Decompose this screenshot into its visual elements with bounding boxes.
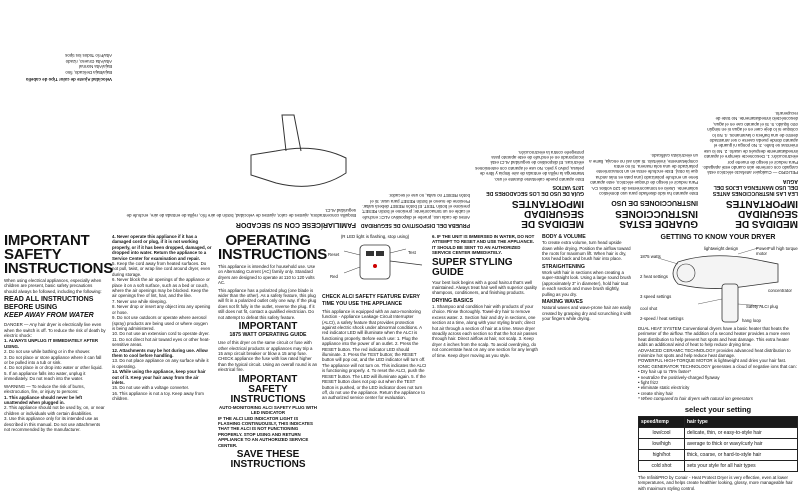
table-cell: sets your style for all hair types: [684, 460, 797, 471]
table-header: hair type: [684, 416, 797, 427]
body-text: To create extra volume, turn head upside down while drying. Position the airflow toward the roots for maximum lift. When hair is dry, toss head back and brush hair into place.: [542, 240, 631, 262]
warning-item: 5. Keep the cord away from heated surfaces. Do not pull, twist, or wrap line cord around dryer, even during storage.: [112, 261, 211, 277]
feature-text: DUAL HEAT SYSTEM Conventional dryers have a basic heater that heats the perimeter of the airflow. The addition of a second heater provides a more even heat distribution to help prevent hot spots and heat damage. This extra heater adds an additional wind of heat to help reduce drying time.: [638, 326, 790, 348]
important-heading: IMPORTANT: [238, 321, 298, 333]
operating-column: [218, 232, 327, 470]
callout: 2 heat settings: [640, 274, 668, 279]
straight-text: Work with hair in sections when creating a super-straight look. Using a large round brush (approximately 3" in diameter), hold hair taut in each section and move brush slightly, pulling as you dry.: [542, 270, 632, 297]
feature-footnote: * When compared to hair dryers with natural ion generators: [638, 396, 753, 402]
table-cell: delicate, thin, or easy-to-style hair: [684, 427, 797, 438]
danger-text: DANGER — Any hair dryer is electrically live even when the switch is off. To reduce the risk of death by electric shock:: [4, 322, 106, 339]
es-dryer-illustration: [236, 113, 356, 203]
es-col3-sub: GUÍA DE USO DE LOS SECADORES DE 1875 VATIOS: [486, 183, 584, 196]
es-col1-text: PELIGRO — Cualquier artefacto eléctrico está cargado con corriente aún cuando esté apagado. Para reducir el riesgo de muerte por electrocución: 1. Desconecte siempre el aparato inmediatamente después de usarlo. 2. No lo use mientras se bañe. 3. No ponga ni guarde el aparato donde pueda caerse o ser arrastrado dentro de una bañera o lavamanos. 4. No lo coloque ni lo deje caer en el agua ni en ningún otro líquido. 5. Si el aparato cae en el agua, desconéctelo inmediatamente. No trate de recuperarlo.: [702, 110, 798, 176]
warning-item: 10. Do not use an extension cord to operate dryer.: [112, 331, 210, 337]
warning-item: 2. This appliance should not be used by, on, or near children or individuals with certain disabilities.: [4, 405, 105, 416]
save-title: SAVE THESE INSTRUCTIONS: [230, 448, 306, 470]
table-cell: low/cool: [639, 427, 685, 438]
table-cell: cold shot: [639, 460, 685, 471]
check-text: This appliance is equipped with an auto-monitoring function - Appliance Leakage Circuit Interrupter (ALCI), a safety feature that provides protection against electric shock under abnormal conditions. A red indicator LED will illuminate when the ALCI is functioning properly. Before each use: 1. Plug the appliance into the power of an outlet. 2. Press the RESET button. The red indicator LED should illuminate. 3. Press the TEST button; the RESET button will pop out, and the LED indicator will turn off. The appliance will not turn on. This indicates the ALCI is functioning properly. 4. To reset the ALCI, push the RESET button. The LED will illuminate again. 5. If the RESET button does not pop out when the TEST button is pushed, or the LED indicator does not turn off, do not use the appliance. Return the appliance to an authorized service center for evaluation.: [322, 308, 427, 401]
red-label: Red: [330, 274, 338, 280]
reset-label: Reset: [328, 252, 340, 258]
alci-plug-illustration: [322, 239, 428, 289]
warning-item: 4. Never operate this appliance if it has a damaged cord or plug, if it is not working properly, or if it has been dropped, damaged, or dropped into water. Return the appliance to a Service Center for examination and repair.: [112, 234, 212, 261]
callout: 3 speed settings: [640, 294, 672, 299]
watt-title: 1875 WATT OPERATING GUIDE: [229, 332, 307, 339]
es-col4: [360, 193, 470, 228]
warning-item: 12. Attachments may be hot during use. Allow them to cool before handling.: [112, 347, 208, 358]
table-row: [639, 438, 798, 449]
callout: hang loop: [742, 318, 761, 323]
callout: Safety ALCI plug: [746, 304, 779, 309]
safety-item: 2. Do not use while bathing or in the shower.: [4, 349, 91, 355]
isi-title: IMPORTANT SAFETY INSTRUCTIONS: [230, 373, 306, 405]
warning-item: 8. Never drop or insert any object into any opening or hose.: [112, 304, 211, 315]
test-label: Test: [408, 250, 416, 256]
footer-text: The InfinitiPRO by Conair - Heat Protect Dryer is very effective, even at lower temperatures, and helps create healthier looking, glossy, more manageable hair with maximum styling control.: [638, 474, 793, 491]
dryer-illustration: [638, 244, 798, 326]
safety-intro: When using electrical appliances, especially when children are present, basic safety precautions should always be followed, including the following:: [4, 278, 102, 294]
operating-title: OPERATING INSTRUCTIONS: [218, 232, 327, 263]
es-col4-text: Antes de cada uso, pruebe el dispositivo ALCI: enchufe el cable en un tomacorriente; presione el botón RESET; presione el botón TEST. El botón RESET deberá saltar. Presione de nuevo el botón RESET para usar. Si el botón RESET no salta, no use el secador.: [361, 193, 470, 220]
super-title: SUPER STYLING GUIDE: [432, 256, 513, 278]
es-col1-title: MEDIDAS DE SEGURIDAD IMPORTANTES: [725, 198, 798, 229]
safety-item: 3. Do not place or store appliance where it can fall or be pulled into a tub or sink.: [4, 354, 102, 366]
english-section: [0, 232, 802, 491]
styling-column: [432, 234, 538, 358]
settings-table-title: select your setting: [684, 404, 752, 414]
feature-bullet: • eliminate static electricity: [638, 385, 690, 391]
warning-item: 14. While using the appliance, keep your hair out of it. Keep your hair away from the air inlets.: [112, 369, 206, 385]
super-text: Your best look begins with a good haircut that's well maintained. Always treat hair well with superior quality shampoos, conditioners, and finishing products.: [432, 279, 537, 296]
spanish-section: [0, 0, 802, 232]
table-row: [639, 460, 798, 471]
dryer-diagram: [638, 244, 798, 326]
feature-bullet: • Dry hair up to 75% faster*: [638, 369, 692, 375]
es-table-header: Velocidad Ajuste de calor Tipo de cabello: [25, 77, 112, 82]
drying-text: 1. Shampoo and condition hair with products of your choice. Rinse thoroughly. Towel-dry hair to remove excess water. 2. Section hair and dry in sections, one section at a time, along with your styling brush; direct hot air through a section of hair at a time. Move dryer steadily across each section so that the hot air passes through hair. Direct airflow at hair, not scalp. 3. Keep dryer 4 inches from the scalp. To avoid overdrying, do not concentrate heat on any one section for any length of time. Keep dryer moving as you style.: [432, 304, 538, 358]
feature-bullet: • neutralize the positively-charged flyaway: [638, 374, 720, 380]
feature-bullet: • fight frizz: [638, 380, 659, 386]
es-col1-sub: LEA LAS INSTRUCCIONES ANTES DEL USO MANTENGA LEJOS DEL AGUA: [712, 177, 798, 196]
warning-item: 13. Do not place appliance on any surface while it is operating.: [112, 358, 209, 369]
callout: 2-speed / heat settings: [640, 316, 684, 321]
safety-item: 5. If an appliance falls into water, unplug it immediately. Do not reach into the water.: [4, 370, 86, 382]
es-table: [7, 53, 112, 82]
es-col1: [702, 111, 798, 228]
warning-item: 11. Do not direct hot air toward eyes or other heat-sensitive areas.: [112, 336, 210, 348]
table-cell: average to thick or wavy/curly hair: [684, 438, 797, 449]
warning-text: WARNING — To reduce the risk of burns, electrocution, fire, or injury to persons:: [4, 383, 85, 395]
es-col2-sub: INSTRUCCIONES DE USO: [611, 199, 698, 206]
es-table-row: Baja/Alta Normal: [79, 64, 112, 70]
immersed-text: 6. IF THE UNIT IS IMMERSED IN WATER, DO NOT ATTEMPT TO RESET AND USE THE APPLIANCE. IT SHOULD BE SENT TO AN AUTHORIZED SERVICE CENTER IMMEDIATELY.: [432, 234, 535, 256]
safety-title: IMPORTANT SAFETY INSTRUCTIONS: [4, 232, 113, 277]
dryer-column: [638, 234, 798, 491]
warning-item: 1. This appliance should never be left unattended when plugged in.: [4, 394, 83, 405]
feature-text: IONIC GENERATOR TECHNOLOGY generates a cloud of negative ions that can:: [638, 363, 797, 369]
isi-text: IF THE ALCI LED INDICATOR LIGHT IS FLASHING CONTINUOUSLY, THIS INDICATES THAT THE ALCI IS NOT FUNCTIONING PROPERLY. STOP USING AND RETURN APPLIANCE TO AN AUTHORIZED SERVICE CENTER.: [218, 415, 313, 448]
settings-table: [638, 416, 798, 472]
fig-caption: (R LED light is flashing, stop using): [340, 234, 410, 239]
read-title: READ ALL INSTRUCTIONS BEFORE USING: [4, 296, 94, 312]
table-header: speed/temp: [639, 416, 685, 427]
feature-text: POWERFUL HIGH-TORQUE MOTOR is lightweight and dries your hair fast.: [638, 358, 787, 364]
es-col2-text: Este aparato ha sido diseñado para uso doméstico solamente. Úselo en tomacorrientes de 120 voltios CA. Para reducir el riesgo de choque eléctrico, este aparato tiene un enchufe polarizado (una pata es más ancha que la otra). Este enchufe entra en un tomacorriente polarizado de una sola manera. Si no entra completamente, inviértalo. Si aún así no encaja, llame a un electricista calificado.: [589, 153, 698, 196]
es-col2-title: GUARDE ESTAS INSTRUCCIONES: [615, 208, 698, 229]
safety-item: 1. ALWAYS UNPLUG IT IMMEDIATELY AFTER USING.: [4, 338, 99, 349]
callout: cool shot: [640, 306, 658, 311]
table-cell: high/hot: [639, 449, 685, 460]
es-col4-title: PRUEBA DEL DISPOSITIVO DE SEGURIDAD: [360, 222, 470, 228]
warning-item: 9. Do not use outdoors or operate where aerosol (spray) products are being used or where oxygen is being administered.: [112, 315, 208, 331]
waves-text: Natural waves and wave-prone hair are easily created by grasping dry and scrunching it with your fingers while drying.: [542, 305, 632, 322]
tips-column: [542, 234, 632, 321]
table-row: [639, 427, 798, 438]
warning-item: 16. This appliance is not a toy. Keep away from children.: [112, 390, 204, 402]
es-col5-title: FAMILIARÍCESE CON SU SECADOR: [235, 221, 356, 228]
alci-column: [322, 234, 428, 401]
es-col3-title: MEDIDAS DE SEGURIDAD IMPORTANTES: [511, 198, 584, 229]
es-table-row: Baja/Baja Delicado, fino: [65, 69, 112, 75]
safety-column-2: [112, 234, 212, 402]
straight-title: STRAIGHTENING: [542, 263, 585, 270]
es-col3-text: Este aparato puede calentarse durante el uso. Mantenga la rejilla de entrada de aire limpia y libre de pelusa, polvo y pelo. No use el aparato con extensiones eléctricas. El dispositivo de seguridad ALCI está incorporado en el enchufe de este aparato para protegerle contra la electrocución.: [475, 149, 584, 182]
es-table-row: Alta/Frío Todos los tipos: [65, 53, 112, 59]
drying-title: DRYING BASICS: [432, 297, 474, 304]
keep-title: KEEP AWAY FROM WATER: [4, 312, 94, 320]
es-col5: [126, 108, 356, 228]
callout: concentrator: [768, 288, 792, 293]
es-col5-text: Boquilla concentradora, ajustes de calor, ajustes de velocidad, botón de aire frío, rejilla de entrada de aire, enchufe de seguridad ALCI.: [126, 207, 356, 218]
dryer-title: GETTING TO KNOW YOUR DRYER: [660, 234, 776, 241]
feature-bullet: • create shiny hair: [638, 390, 673, 396]
feature-text: ADVANCED CERAMIC TECHNOLOGY provides advanced heat distribution to minimize hot spots and help reduce heat damage.: [638, 347, 791, 359]
warning-item: 6. Never block the air openings of the appliance or place it on a soft surface, such as a bed or couch, where the air openings may be blocked. Keep the air openings free of lint, hair, and the like.: [112, 277, 210, 299]
table-cell: thick, coarse, or hard-to-style hair: [684, 449, 797, 460]
table-row: [639, 449, 798, 460]
safety-column: [4, 232, 113, 432]
warning-item: 15. Do not use with a voltage converter.: [112, 385, 190, 391]
es-col3: [474, 149, 584, 228]
check-title: CHECK ALCI SAFETY FEATURE EVERY TIME YOU USE THE APPLIANCE: [322, 294, 420, 307]
watt-text: Use of this dryer on the same circuit or fuse with other electrical products or appliances may trip a 15 amp circuit breaker or blow a 15 amp fuse. CHECK appliance the fuse with low rated higher than the typical circuit. Using an overall round is an electrical fire.: [218, 340, 318, 373]
es-table-row: Alta/Alta Grueso, rizado: [65, 58, 112, 64]
callout: 1875 watts: [640, 254, 661, 259]
callout: PowerFull high torque motor: [756, 246, 798, 256]
callout: lightweight design: [704, 246, 739, 251]
warning-item: 3. Use this appliance only for its intended use as described in this manual. Do not use attachments not recommended by the manufacturer.: [4, 416, 101, 432]
warning-item: 7. Never use while sleeping.: [112, 298, 167, 304]
operating-text: This appliance is intended for household use. Use on Alternating Current (AC) family only. Standard dryers are designed to operate at 110 to 120 volts AC.: [218, 264, 316, 286]
es-col2: [588, 153, 698, 228]
table-cell: low/high: [639, 438, 685, 449]
body-title: BODY & VOLUME: [542, 234, 586, 240]
waves-title: MAKING WAVES: [542, 299, 583, 306]
isi-sub: AUTO-MONITORING ALCI SAFETY PLUG WITH LED INDICATOR: [219, 404, 317, 416]
plug-text: This appliance has a polarized plug (one blade is wider than the other). As a safety feature, this plug will fit in a polarized outlet only one way. If the plug does not fit fully in the outlet, reverse the plug. If it still does not fit, contact a qualified electrician. Do not attempt to defeat this safety feature.: [218, 287, 317, 320]
safety-item: 4. Do not place in or drop into water or other liquid.: [4, 365, 103, 371]
